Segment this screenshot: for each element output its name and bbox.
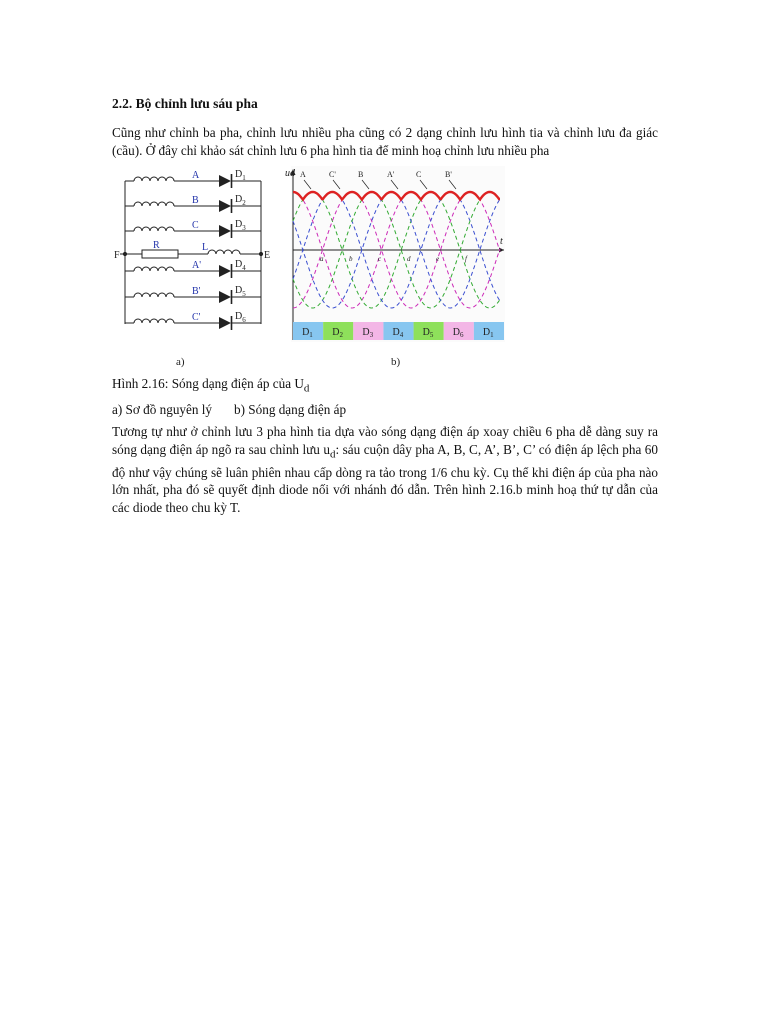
phase-label-6: C' — [192, 312, 201, 323]
sub-label-b: b) — [391, 356, 401, 368]
phase-label-4: A' — [192, 260, 202, 271]
node-f-label: F — [114, 250, 120, 261]
diode-2-icon — [219, 200, 231, 212]
diode-5-icon — [219, 291, 231, 303]
peak-label-4: A' — [387, 170, 395, 179]
node-e-label: E — [264, 250, 271, 261]
diode-1-icon — [219, 175, 231, 187]
node-e — [259, 252, 262, 255]
peak-label-3: B — [358, 170, 364, 179]
winding-6 — [134, 319, 174, 323]
phase-label-2: B — [192, 195, 199, 206]
diode-label-6: $D_6$ — [235, 311, 246, 324]
sequence-label-3: $D_3$ — [362, 327, 374, 339]
winding-2 — [134, 202, 174, 206]
crossing-mark-2: b — [349, 255, 353, 263]
sequence-label-6: $D_6$ — [452, 327, 464, 339]
subcaption-b: b) Sóng dạng điện áp — [234, 402, 347, 417]
crossing-mark-1: a — [320, 255, 324, 263]
figure-2-16 — [112, 164, 660, 374]
sequence-label-5: $D_5$ — [422, 327, 434, 339]
winding-5 — [134, 293, 174, 297]
figure-svg — [112, 164, 660, 374]
resistor — [142, 250, 178, 258]
sequence-label-4: $D_4$ — [392, 327, 404, 339]
peak-label-2: C' — [329, 170, 336, 179]
section-title: 2.2. Bộ chỉnh lưu sáu pha — [112, 96, 258, 111]
x-axis-label: t — [500, 236, 503, 247]
winding-3 — [134, 227, 174, 231]
intro-paragraph: Cũng như chỉnh ba pha, chỉnh lưu nhiều pha cũng có 2 dạng chỉnh lưu hình tia và chỉnh lưu đa giác (cầu). Ở đây chỉ khảo sát chỉnh lưu 6 pha hình tia để minh hoạ chỉnh lưu nhiều pha — [112, 125, 658, 158]
crossing-mark-6: f — [465, 255, 467, 263]
resistor-label: R — [153, 240, 160, 251]
subcaption-a: a) Sơ đồ nguyên lý — [112, 402, 213, 417]
waveform-chart — [291, 166, 506, 342]
diode-3-icon — [219, 225, 231, 237]
phase-label-3: C — [192, 220, 199, 231]
diode-label-2: $D_2$ — [235, 194, 246, 207]
sequence-label-2: $D_2$ — [332, 327, 343, 339]
node-f — [123, 252, 126, 255]
sequence-label-7: $D_1$ — [482, 327, 494, 339]
sequence-label-1: $D_1$ — [302, 327, 313, 339]
diode-label-1: $D_1$ — [235, 169, 246, 182]
figure-subcaptions — [112, 402, 346, 418]
diode-6-icon — [219, 317, 231, 329]
phase-label-5: B' — [192, 286, 201, 297]
crossing-mark-5: e — [436, 255, 440, 263]
body-paragraph: Tương tự như ở chỉnh lưu 3 pha hình tia dựa vào sóng dạng điện áp xoay chiều 6 pha dễ dàng suy ra sóng dạng điện áp ngõ ra sau chỉnh lưu $u_d$: sáu cuộn dây pha A, B, C, A’, B’, C’ có điện áp lệch pha 60 độ như vậy chúng sẽ luân phiên nhau cấp dòng ra tảo trong 1/6 chu kỳ. Cụ thể khi điện áp của pha nào lớn nhất, pha đó sẽ quyết định diode nối với nhánh đó dẫn. Trên hình 2.16.b minh hoạ thứ tự dẫn của các diode theo chu kỳ T. — [112, 424, 658, 515]
winding-1 — [134, 177, 174, 181]
figure-caption: Hình 2.16: Sóng dạng điện áp của $U_d$ — [112, 376, 310, 395]
crossing-mark-3: c — [378, 255, 382, 263]
sub-label-a: a) — [176, 356, 185, 368]
diode-4-icon — [219, 265, 231, 277]
winding-4 — [134, 267, 174, 271]
crossing-mark-4: d — [407, 255, 411, 263]
phase-label-1: A — [192, 170, 200, 181]
inductor-label: L — [202, 242, 209, 253]
peak-label-6: B' — [445, 170, 452, 179]
diode-label-5: $D_5$ — [235, 285, 246, 298]
diode-label-4: $D_4$ — [235, 259, 246, 272]
inductor — [208, 250, 240, 254]
peak-label-1: A — [300, 170, 306, 179]
diode-label-3: $D_3$ — [235, 219, 246, 232]
y-axis-label: ud — [285, 168, 295, 179]
peak-label-5: C — [416, 170, 422, 179]
